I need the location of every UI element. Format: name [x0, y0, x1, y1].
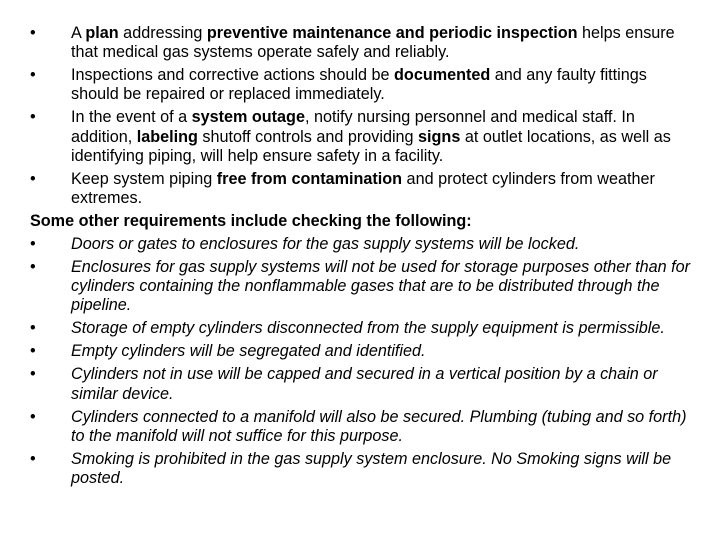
bold-run: system outage: [191, 108, 305, 127]
text-run: A: [71, 24, 86, 42]
bold-run: labeling: [136, 127, 198, 146]
bullet-text: Empty cylinders will be segregated and identified.: [71, 342, 426, 361]
text-run: , notify nursing personnel and medical staff. In addition,: [71, 108, 635, 146]
bold-run: free from contamination: [216, 169, 403, 188]
requirement-bullet-item: [30, 450, 698, 488]
intro-bullet-item: [30, 108, 698, 166]
intro-bullet-item: [30, 170, 698, 208]
requirement-bullet-item: [30, 235, 698, 254]
text-run: and protect cylinders from weather extremes.: [71, 169, 655, 208]
bullet-text: Doors or gates to enclosures for the gas supply systems will be locked.: [71, 235, 580, 254]
intro-bullet-item: [30, 24, 698, 62]
bullet-glyph: •: [30, 258, 36, 277]
requirement-bullet-item: [30, 408, 698, 446]
bullet-text: [71, 24, 675, 61]
requirement-bullet-item: [30, 342, 698, 361]
requirement-bullet-item: [30, 258, 698, 316]
bullet-glyph: •: [30, 169, 36, 188]
requirements-bullet-list: [30, 235, 698, 488]
requirement-bullet-item: [30, 365, 698, 403]
bullet-glyph: •: [30, 407, 36, 426]
bullet-glyph: •: [30, 66, 36, 85]
bold-run: preventive maintenance and periodic inspection: [206, 24, 578, 42]
bullet-glyph: •: [30, 108, 36, 127]
bullet-glyph: •: [30, 24, 36, 42]
intro-bullet-list: [30, 24, 698, 208]
bullet-text: [71, 170, 655, 207]
text-run: shutoff controls and providing: [197, 127, 419, 146]
text-run: In the event of a: [71, 108, 192, 127]
bullet-glyph: •: [30, 319, 36, 338]
text-run: at outlet locations, as well as identifying piping, will help ensure safety in a facility.: [71, 127, 671, 165]
bold-run: plan: [85, 24, 119, 42]
bullet-glyph: •: [30, 342, 36, 361]
bullet-text: Cylinders connected to a manifold will also be secured. Plumbing (tubing and so forth) to the manifold will not suffice for this purpose.: [71, 407, 687, 445]
bullet-text: Smoking is prohibited in the gas supply system enclosure. No Smoking signs will be posted.: [71, 449, 672, 488]
text-run: helps ensure that medical gas systems operate safely and reliably.: [71, 24, 675, 62]
intro-bullet-item: [30, 66, 698, 104]
bullet-text: Enclosures for gas supply systems will not be used for storage purposes other than for cylinders containing the nonflammable gases that are to be distributed through the pipeline.: [71, 258, 691, 315]
bold-run: signs: [418, 127, 461, 146]
text-run: Inspections and corrective actions should be: [71, 66, 395, 85]
requirement-bullet-item: [30, 319, 698, 338]
bullet-glyph: •: [30, 449, 36, 468]
bullet-text: Storage of empty cylinders disconnected from the supply equipment is permissible.: [71, 319, 665, 338]
bullet-glyph: •: [30, 365, 36, 384]
bullet-text: Cylinders not in use will be capped and secured in a vertical position by a chain or similar device.: [71, 365, 658, 403]
bold-run: documented: [394, 66, 491, 85]
bullet-text: [71, 108, 671, 164]
text-run: addressing: [118, 24, 207, 42]
text-run: Keep system piping: [71, 169, 217, 188]
bullet-glyph: •: [30, 235, 36, 254]
text-run: and any faulty fittings should be repaired or replaced immediately.: [71, 66, 647, 104]
bullet-text: [71, 66, 647, 103]
section-heading: Some other requirements include checking the following:: [30, 212, 472, 231]
